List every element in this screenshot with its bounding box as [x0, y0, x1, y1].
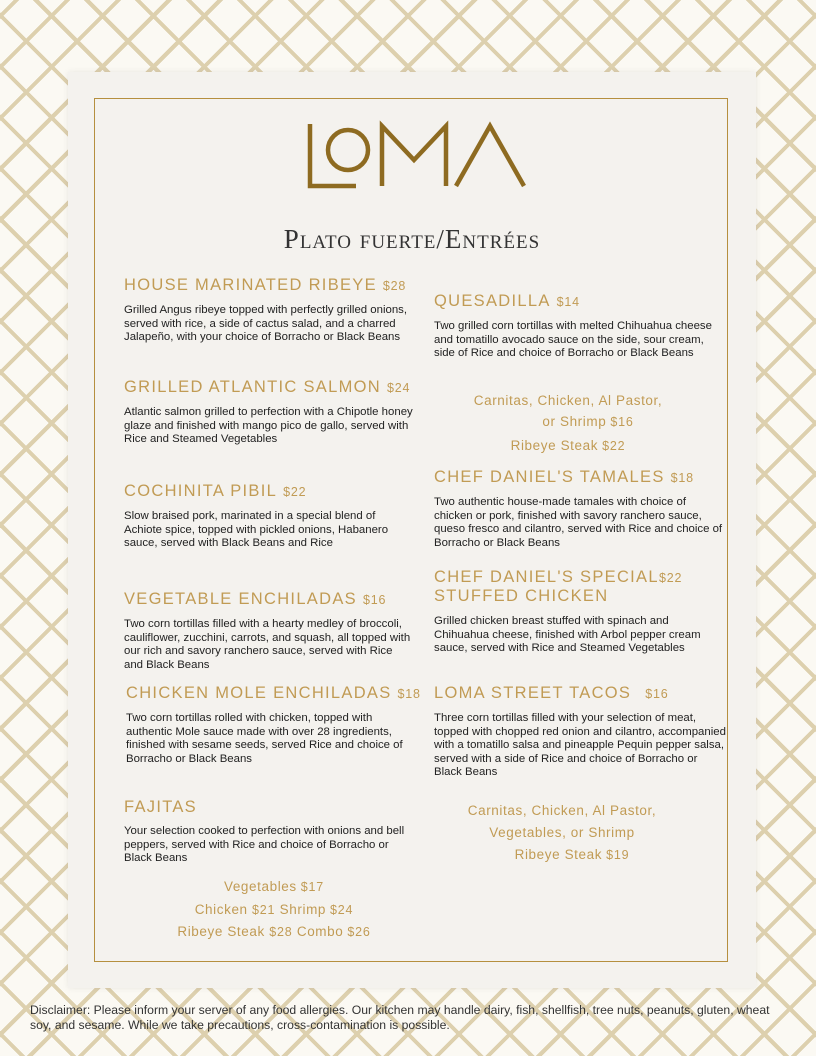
item-description: Grilled Angus ribeye topped with perfectly grilled onions, served with rice, a side of cactus salad, and a charred Jalapeño, with your choice of Borracho or Black Beans — [124, 304, 408, 344]
menu-item-fajitas — [124, 798, 414, 866]
option-price: $17 — [300, 880, 325, 894]
item-title: VEGETABLE ENCHILADAS — [124, 590, 357, 608]
option-label: Shrimp — [279, 901, 327, 917]
menu-paper — [68, 72, 756, 988]
item-title: GRILLED ATLANTIC SALMON — [124, 378, 381, 396]
option-label: Chicken — [194, 901, 248, 917]
option-label: Carnitas, Chicken, Al Pastor, — [473, 393, 663, 408]
option-price: $21 — [252, 902, 276, 917]
section-heading: Plato fuerte/Entrées — [283, 224, 541, 254]
option-price: $19 — [606, 848, 630, 862]
option-label: Ribeye Steak — [510, 438, 599, 453]
item-description: Two grilled corn tortillas with melted Chihuahua cheese and tomatillo avocado sauce on the side, sour cream, side of Rice and choice of Borracho or Black Beans — [434, 320, 712, 360]
option-price: $16 — [610, 415, 634, 429]
item-price: $16 — [645, 687, 669, 701]
item-price: $14 — [556, 295, 580, 309]
option-price: $26 — [347, 925, 371, 939]
item-price: $18 — [670, 471, 694, 485]
option-price: $28 — [269, 925, 293, 939]
option-price: $24 — [330, 902, 354, 917]
menu-item-quesadilla — [434, 292, 726, 361]
item-price: $28 — [382, 279, 407, 293]
item-price: $22 — [659, 571, 683, 585]
menu-item-mole-enchiladas — [126, 684, 421, 766]
item-price: $16 — [362, 593, 387, 607]
item-title: LOMA STREET TACOS — [434, 684, 632, 702]
fajitas-options — [124, 876, 424, 944]
menu-item-tamales — [434, 468, 726, 550]
tacos-options — [434, 800, 690, 866]
item-title: CHEF DANIEL'S TAMALES — [434, 468, 665, 486]
option-price: $22 — [602, 439, 626, 453]
option-label: Vegetables — [223, 879, 297, 894]
menu-item-ribeye — [124, 276, 414, 345]
item-description: Two corn tortillas rolled with chicken, topped with authentic Mole sauce made with over 28 ingredients, finished with sesame seeds, served Rice and choice of Borracho or Black Beans — [126, 712, 403, 765]
option-label: Combo — [296, 924, 344, 939]
item-title: CHICKEN MOLE ENCHILADAS — [126, 684, 392, 702]
item-title: CHEF DANIEL'S SPECIAL STUFFED CHICKEN — [434, 568, 659, 605]
menu-item-stuffed-chicken — [434, 568, 726, 656]
item-description: Atlantic salmon grilled to perfection with a Chipotle honey glaze and finished with mango pico de gallo, served with Rice and Steamed Vegetables — [124, 406, 413, 446]
item-description: Your selection cooked to perfection with onions and bell peppers, served with Rice and choice of Borracho or Black Beans — [124, 825, 405, 865]
item-description: Three corn tortillas filled with your selection of meat, topped with chopped red onion and cilantro, accompanied with a tomatillo salsa and pineapple Pequin pepper salsa, served with a side of Rice and choice of Borracho or Black Beans — [434, 712, 726, 779]
item-price: $22 — [283, 485, 307, 499]
menu-item-cochinita — [124, 482, 414, 551]
item-description: Two authentic house-made tamales with choice of chicken or pork, finished with savory ranchero sauce, queso fresco and cilantro, served with Rice and choice of Borracho or Black Beans — [434, 496, 723, 549]
option-label: Vegetables, or Shrimp — [489, 825, 635, 840]
item-title: HOUSE MARINATED RIBEYE — [124, 276, 377, 294]
item-description: Two corn tortillas filled with a hearty medley of broccoli, cauliflower, zucchini, carrots, and squash, all topped with our rich and savory ranchero sauce, served with Rice and Black Beans — [124, 618, 411, 671]
option-label: or Shrimp — [542, 414, 607, 429]
item-title: FAJITAS — [124, 798, 197, 816]
option-label: Carnitas, Chicken, Al Pastor, — [467, 803, 657, 818]
item-title: QUESADILLA — [434, 292, 551, 310]
item-description: Grilled chicken breast stuffed with spinach and Chihuahua cheese, finished with Arbol pepper cream sauce, served with Rice and Steamed Vegetables — [434, 615, 701, 655]
option-label: Ribeye Steak — [177, 924, 265, 939]
option-label: Ribeye Steak — [514, 847, 603, 862]
item-price: $18 — [397, 687, 421, 701]
item-price: $24 — [386, 381, 411, 395]
item-description: Slow braised pork, marinated in a special blend of Achiote spice, topped with pickled onions, Habanero sauce, served with Black Beans and Rice — [124, 510, 389, 550]
menu-item-salmon — [124, 378, 414, 447]
item-title: COCHINITA PIBIL — [124, 482, 278, 500]
allergy-disclaimer: Disclaimer: Please inform your server of any food allergies. Our kitchen may handle dairy, fish, shellfish, tree nuts, peanuts, gluten, wheat soy, and sesame. While we take precautions, cross-contamination is possible. — [30, 1003, 770, 1032]
menu-item-street-tacos — [434, 684, 726, 780]
loma-logo — [306, 120, 546, 192]
quesadilla-options — [434, 390, 702, 457]
menu-item-veg-enchiladas — [124, 590, 414, 672]
